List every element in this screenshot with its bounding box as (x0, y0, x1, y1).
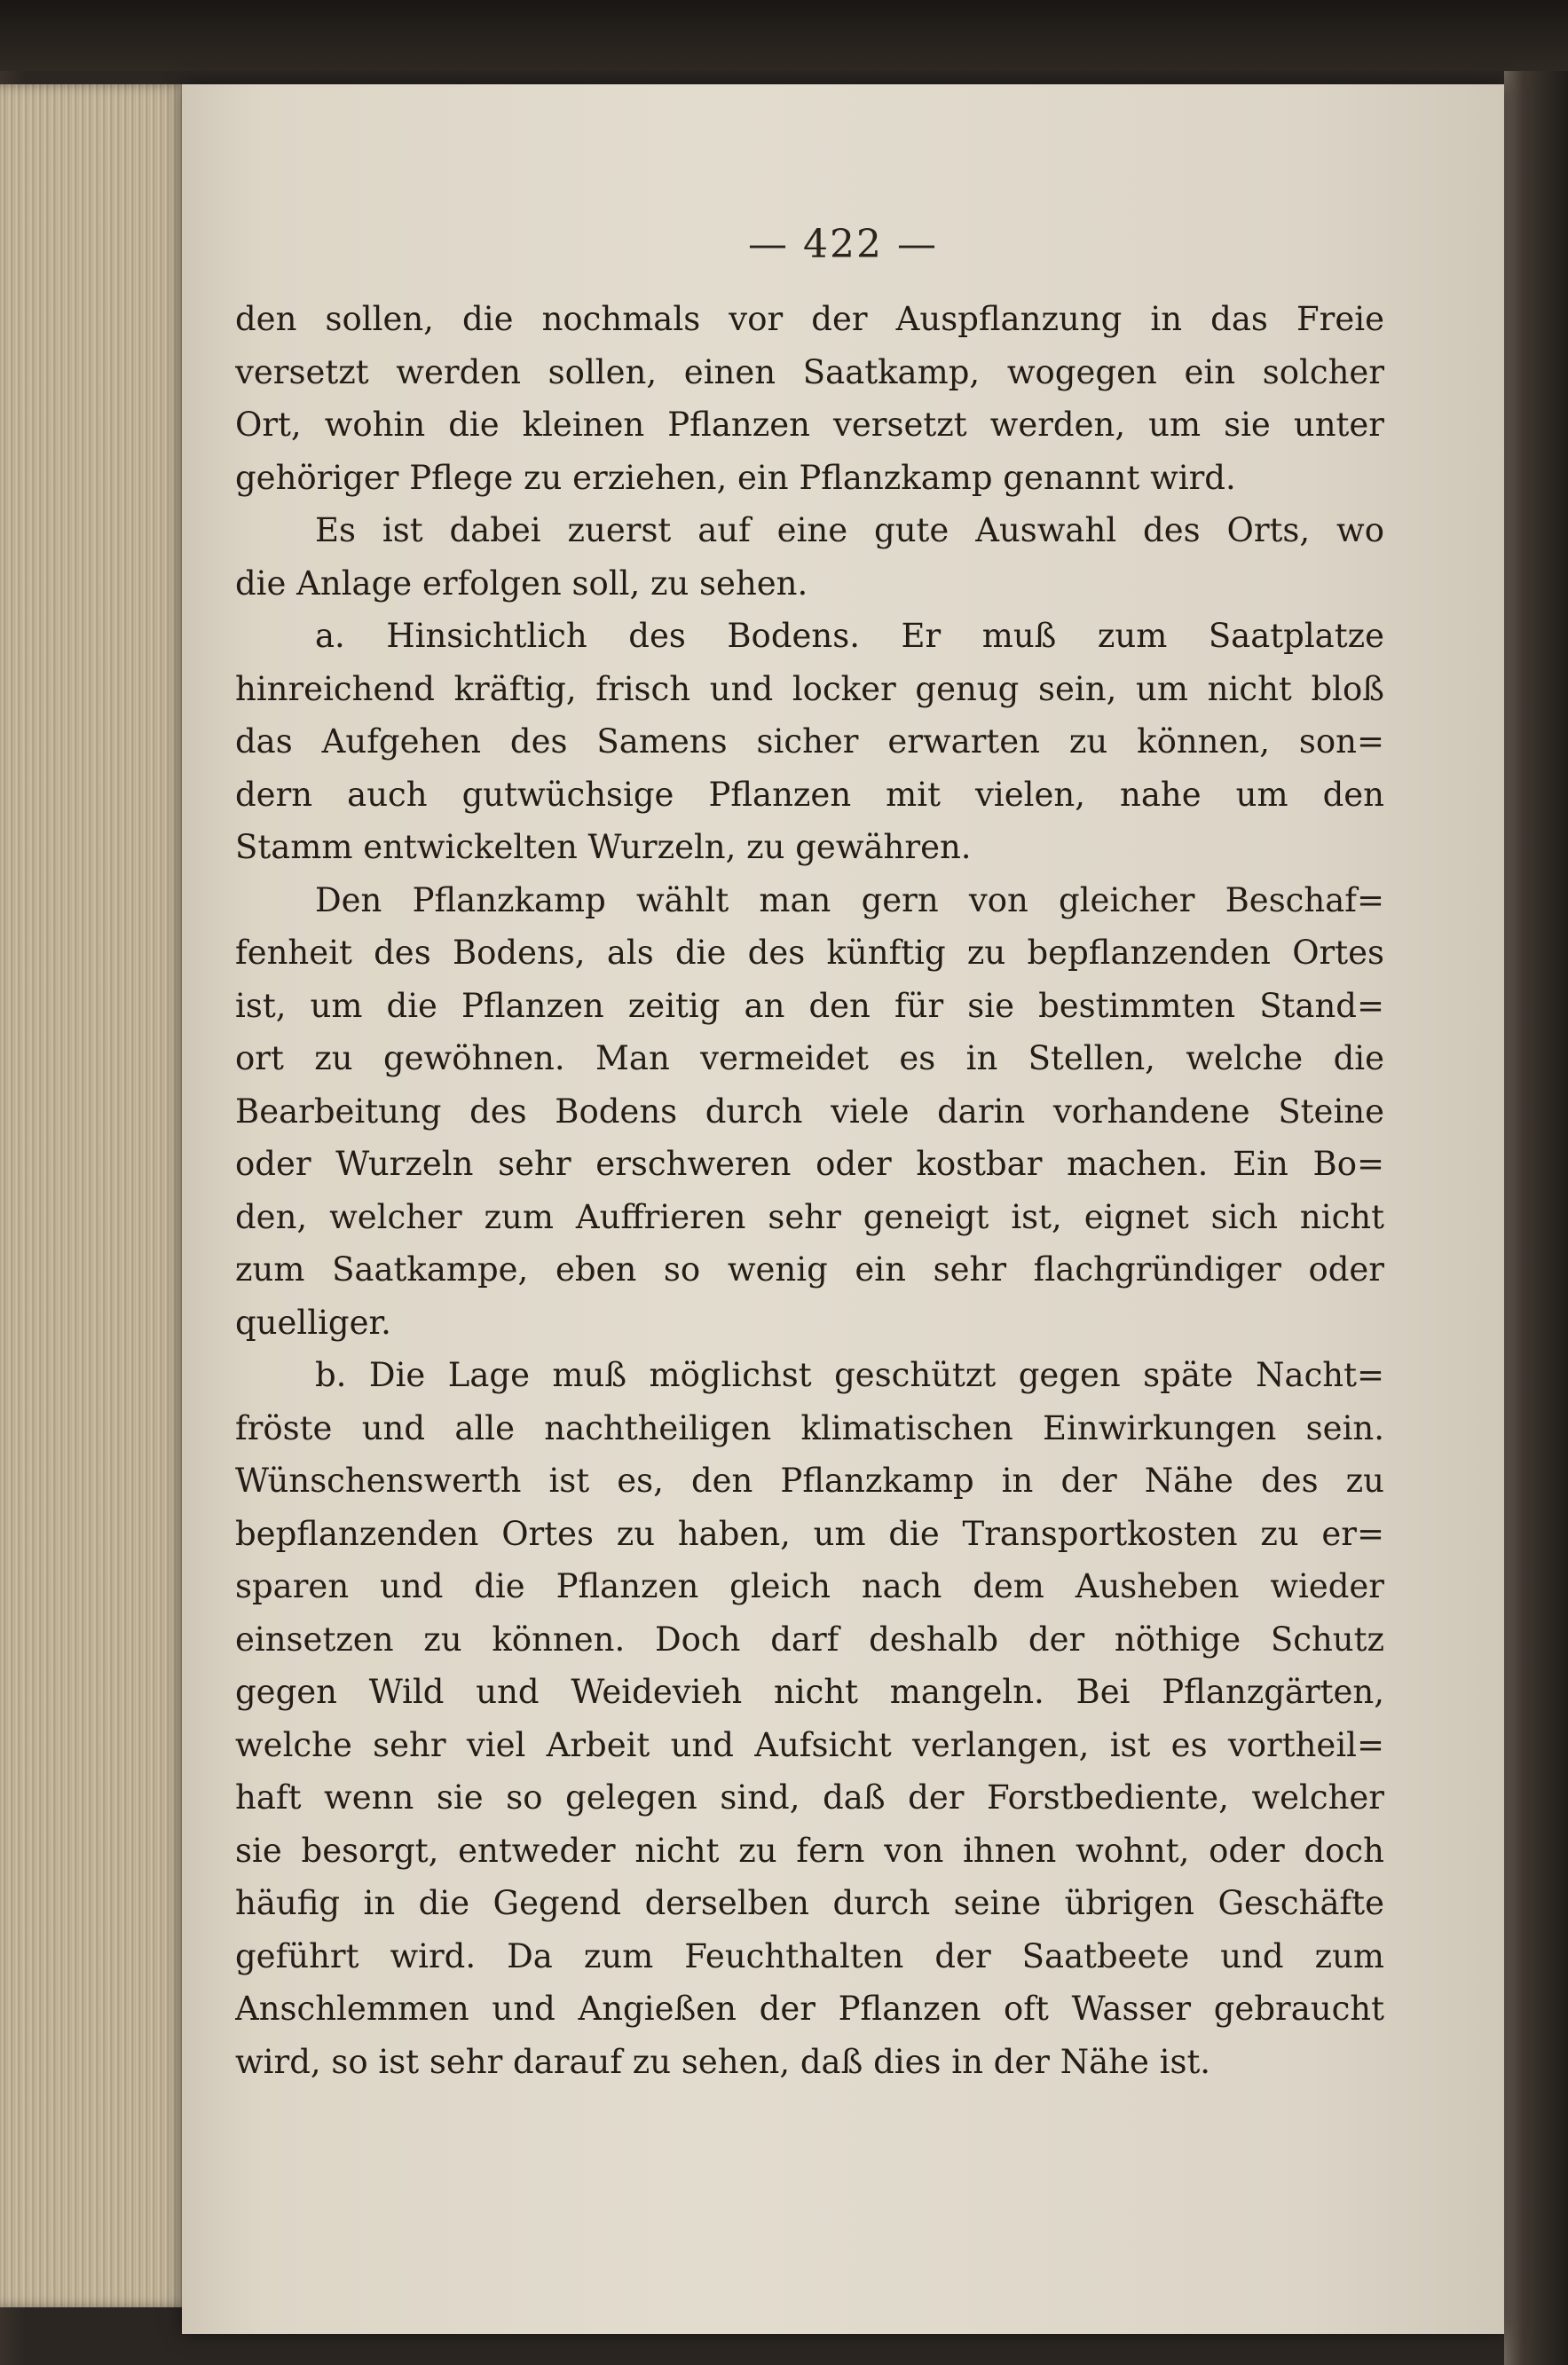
text-line: sparen und die Pflanzen gleich nach dem Ausheben wieder (235, 1567, 1384, 1605)
scan-background (0, 0, 1568, 71)
text-line: quelliger. (235, 1303, 391, 1342)
text-line: bepflanzenden Ortes zu haben, um die Transportkosten zu er= (235, 1514, 1384, 1553)
text-line: wird, so ist sehr darauf zu sehen, daß dies in der Nähe ist. (235, 2042, 1211, 2081)
text-line: Den Pflanzkamp wählt man gern von gleicher Beschaf= (315, 880, 1384, 919)
text-line: sie besorgt, entweder nicht zu fern von ihnen wohnt, oder doch (235, 1831, 1384, 1870)
text-line: hinreichend kräftig, frisch und locker genug sein, um nicht bloß (235, 669, 1384, 708)
page-stack-edges (0, 84, 191, 2307)
text-line: Anschlemmen und Angießen der Pflanzen oft Wasser gebraucht (235, 1990, 1384, 2028)
text-line: das Aufgehen des Samens sicher erwarten zu können, son= (235, 722, 1384, 761)
text-line: haft wenn sie so gelegen sind, daß der Forstbediente, welcher (235, 1778, 1384, 1817)
text-line: Stamm entwickelten Wurzeln, zu gewähren. (235, 828, 972, 866)
text-line: Wünschenswerth ist es, den Pflanzkamp in der Nähe des zu (235, 1462, 1384, 1500)
text-line: die Anlage erfolgen soll, zu sehen. (235, 564, 808, 603)
text-line: gegen Wild und Weidevieh nicht mangeln. Bei Pflanzgärten, (235, 1673, 1384, 1711)
text-line: b. Die Lage muß möglichst geschützt gegen späte Nacht= (315, 1356, 1384, 1394)
text-line: einsetzen zu können. Doch darf deshalb der nöthige Schutz (235, 1620, 1384, 1659)
text-line: oder Wurzeln sehr erschweren oder kostbar machen. Ein Bo= (235, 1145, 1384, 1183)
text-line: Es ist dabei zuerst auf eine gute Auswahl des Orts, wo (315, 511, 1384, 549)
text-line: geführt wird. Da zum Feuchthalten der Saatbeete und zum (235, 1936, 1384, 1975)
text-line: dern auch gutwüchsige Pflanzen mit vielen, nahe um den (235, 775, 1384, 814)
text-line: den, welcher zum Auffrieren sehr geneigt ist, eignet sich nicht (235, 1197, 1384, 1236)
text-line: Bearbeitung des Bodens durch viele darin vorhandene Steine (235, 1092, 1384, 1131)
text-line: gehöriger Pflege zu erziehen, ein Pflanzkamp genannt wird. (235, 458, 1236, 497)
text-line: häufig in die Gegend derselben durch seine übrigen Geschäfte (235, 1884, 1384, 1922)
text-line: zum Saatkampe, eben so wenig ein sehr flachgründiger oder (235, 1250, 1384, 1289)
text-line: ist, um die Pflanzen zeitig an den für sie bestimmten Stand= (235, 986, 1384, 1025)
text-line: fenheit des Bodens, als die des künftig zu bepflanzenden Ortes (235, 934, 1384, 972)
page-body (235, 293, 1384, 2088)
page-number: — 422 — (748, 222, 938, 267)
text-line: versetzt werden sollen, einen Saatkamp, wogegen ein solcher (235, 352, 1384, 391)
text-line: Ort, wohin die kleinen Pflanzen versetzt werden, um sie unter (235, 406, 1384, 444)
text-line: a. Hinsichtlich des Bodens. Er muß zum Saatplatze (315, 617, 1384, 655)
text-line: ort zu gewöhnen. Man vermeidet es in Stellen, welche die (235, 1039, 1384, 1077)
book-cover-edge (1504, 71, 1568, 2365)
text-line: fröste und alle nachtheiligen klimatischen Einwirkungen sein. (235, 1408, 1384, 1447)
text-line: den sollen, die nochmals vor der Auspflanzung in das Freie (235, 300, 1384, 338)
text-line: welche sehr viel Arbeit und Aufsicht verlangen, ist es vortheil= (235, 1725, 1384, 1764)
